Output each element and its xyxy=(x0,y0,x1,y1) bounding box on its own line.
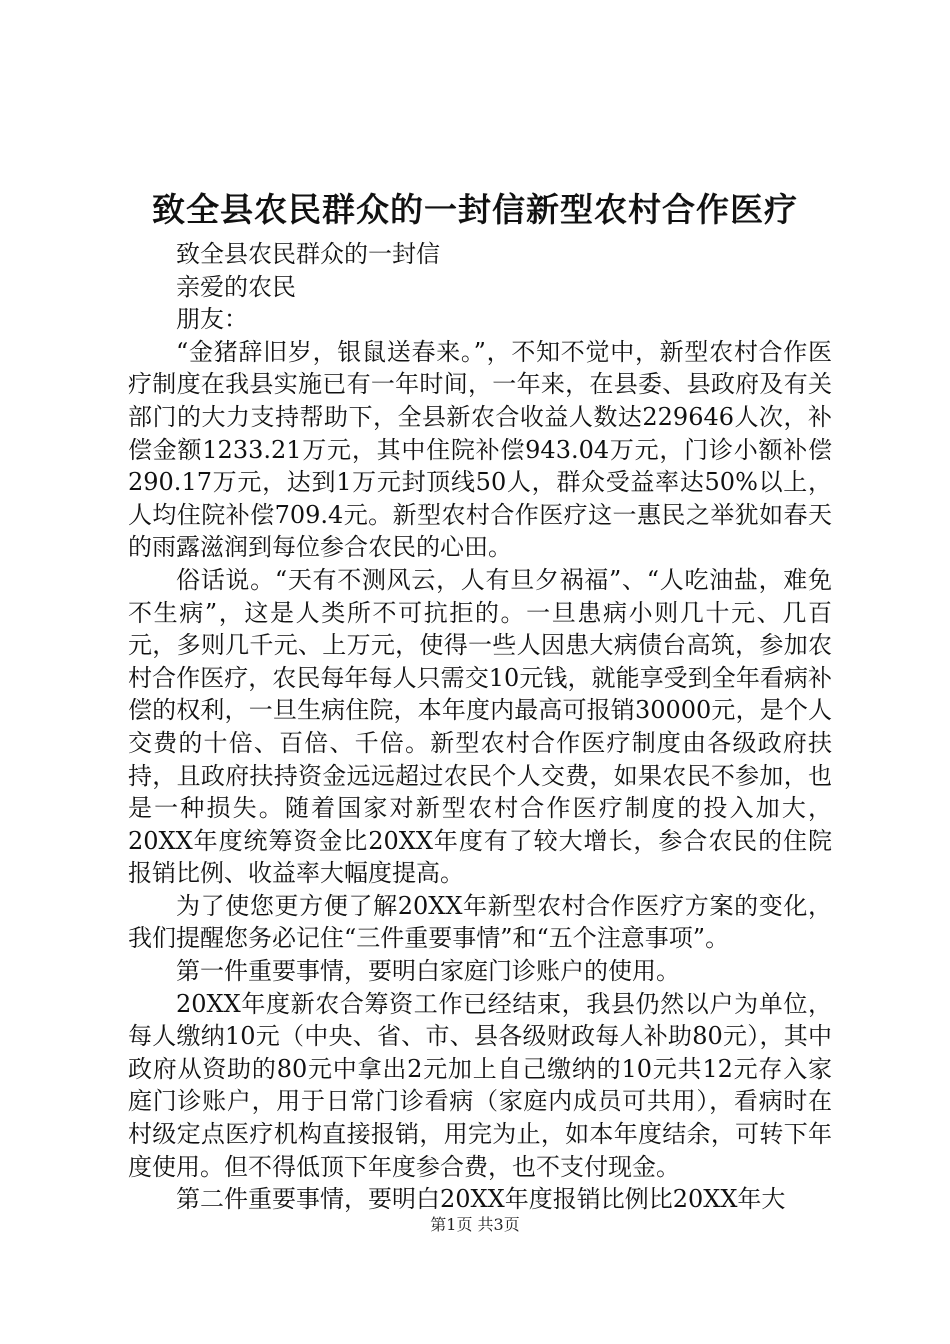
page-number-footer: 第1页 共3页 xyxy=(430,1215,520,1234)
document-title: 致全县农民群众的一封信新型农村合作医疗 xyxy=(152,190,798,229)
body-paragraph: “金猪辞旧岁，银鼠送春来。”，不知不觉中，新型农村合作医疗制度在我县实施已有一年时间，一年来，在县委、县政府及有关部门的大力支持帮助下，全县新农合收益人数达229646人次，补偿金额1233.21万元，其中住院补偿943.04万元，门诊小额补偿290.17万元，达到1万元封顶线50人，群众受益率达50%以上，人均住院补偿709.4元。新型农村合作医疗这一惠民之举犹如春天的雨露滋润到每位参合农民的心田。 xyxy=(128,337,832,562)
body-paragraph: 20XX年度新农合筹资工作已经结束，我县仍然以户为单位，每人缴纳10元（中央、省、市、县各级财政每人补助80元），其中政府从资助的80元中拿出2元加上自己缴纳的10元共12元存入家庭门诊账户，用于日常门诊看病（家庭内成员可共用），看病时在村级定点医疗机构直接报销，用完为止，如本年度结余，可转下年度使用。但不得低顶下年度参合费，也不支付现金。 xyxy=(128,989,832,1181)
document-body xyxy=(128,238,832,1216)
body-paragraph: 俗话说。“天有不测风云，人有旦夕祸福”、“人吃油盐，难免不生病”，这是人类所不可抗拒的。一旦患病小则几十元、几百元，多则几千元、上万元，使得一些人因患大病债台高筑，参加农村合作医疗，农民每年每人只需交10元钱，就能享受到全年看病补偿的权利，一旦生病住院，本年度内最高可报销30000元，是个人交费的十倍、百倍、千倍。新型农村合作医疗制度由各级政府扶持，且政府扶持资金远远超过农民个人交费，如果农民不参加，也是一种损失。随着国家对新型农村合作医疗制度的投入加大，20XX年度统筹资金比20XX年度有了较大增长，参合农民的住院报销比例、收益率大幅度提高。 xyxy=(128,565,832,888)
salutation-line-2: 朋友： xyxy=(176,305,248,334)
body-paragraph: 为了使您更方便了解20XX年新型农村合作医疗方案的变化，我们提醒您务必记住“三件重要事情”和“五个注意事项”。 xyxy=(128,891,832,953)
section-heading: 第一件重要事情，要明白家庭门诊账户的使用。 xyxy=(176,957,680,986)
section-heading: 第二件重要事情，要明白20XX年度报销比例比20XX年大 xyxy=(176,1185,786,1214)
letter-heading: 致全县农民群众的一封信 xyxy=(176,240,440,268)
salutation-line-1: 亲爱的农民 xyxy=(176,272,296,301)
